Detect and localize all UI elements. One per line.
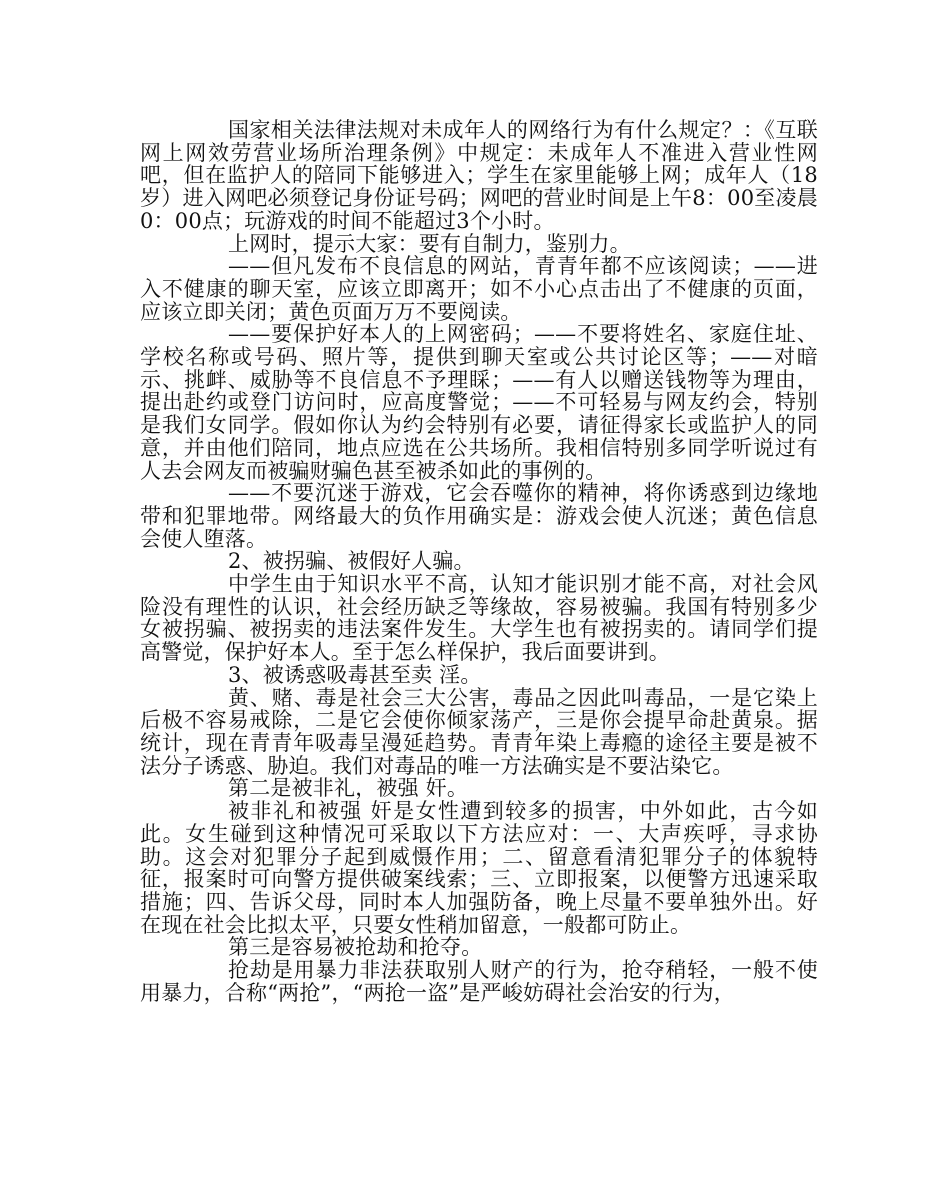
heading-drugs: 3、被诱惑吸毒甚至卖 淫。: [228, 662, 482, 687]
paragraph-drugs: 黄、赌、毒是社会三大公害，毒品之因此叫毒品，一是它染上后极不容易戒除，二是它会使你倾家荡产，三是你会提早命赴黄泉。据统计，现在青青年吸毒呈漫延趋势。青青年染上毒瘾的途径主要是被不法分子诱惑、胁迫。我们对毒品的唯一方法确实是不要沾染它。: [140, 685, 818, 778]
paragraph-game-addiction: ——不要沉迷于游戏，它会吞噬你的精神，将你诱惑到边缘地带和犯罪地带。网络最大的负作用确实是：游戏会使人沉迷；黄色信息会使人堕落。: [140, 481, 818, 551]
paragraph-protect-password: ——要保护好本人的上网密码；——不要将姓名、家庭住址、学校名称或号码、照片等，提供到聊天室或公共讨论区等；——对暗示、挑衅、威胁等不良信息不予理睬；——有人以赠送钱物等为理由，提出赴约或登门访问时，应高度警觉；——不可轻易与网友约会，特别是我们女同学。假如你认为约会特别有必要，请征得家长或监护人的同意，并由他们陪同，地点应选在公共场所。我相信特别多同学听说过有人去会网友而被骗财骗色甚至被杀如此的事例的。: [140, 322, 818, 483]
paragraph-assault: 被非礼和被强 奸是女性遭到较多的损害，中外如此，古今如此。女生碰到这种情况可采取以下方法应对：一、大声疾呼，寻求协助。这会对犯罪分子起到威慑作用；二、留意看清犯罪分子的体貌特征，报案时可向警方提供破案线索；三、立即报案，以便警方迅速采取措施；四、告诉父母，同时本人加强防备，晚上尽量不要单独外出。好在现在社会比拟太平，只要女性稍加留意，一般都可防止。: [140, 799, 818, 937]
heading-assault: 第二是被非礼，被强 奸。: [228, 776, 469, 801]
paragraph-bad-websites: ——但凡发布不良信息的网站，青青年都不应该阅读；——进入不健康的聊天室，应该立即离开；如不小心点击出了不健康的页面，应该立即关闭；黄色页面万万不要阅读。: [140, 254, 818, 324]
heading-robbery: 第三是容易被抢劫和抢夺。: [228, 935, 483, 960]
document-body: [140, 119, 818, 1004]
paragraph-online-reminder: 上网时，提示大家：要有自制力，鉴别力。: [228, 231, 631, 256]
paragraph-legal-regulations: 国家相关法律法规对未成年人的网络行为有什么规定？：《互联网上网效劳营业场所治理条例》中规定：未成年人不准进入营业性网吧，但在监护人的陪同下能够进入；学生在家里能够上网；成年人（18岁）进入网吧必须登记身份证号码；网吧的营业时间是上午8：00至凌晨0：00点；玩游戏的时间不能超过3个小时。: [140, 118, 818, 233]
paragraph-robbery: 抢劫是用暴力非法获取别人财产的行为，抢夺稍轻，一般不使用暴力，合称“两抢”，“两抢一盗”是严峻妨碍社会治安的行为，: [140, 958, 818, 1005]
heading-abduction: 2、被拐骗、被假好人骗。: [228, 549, 475, 574]
paragraph-abduction: 中学生由于知识水平不高，认知才能识别才能不高，对社会风险没有理性的认识，社会经历缺乏等缘故，容易被骗。我国有特别多少女被拐骗、被拐卖的违法案件发生。大学生也有被拐卖的。请同学们提高警觉，保护好本人。至于怎么样保护，我后面要讲到。: [140, 572, 818, 665]
